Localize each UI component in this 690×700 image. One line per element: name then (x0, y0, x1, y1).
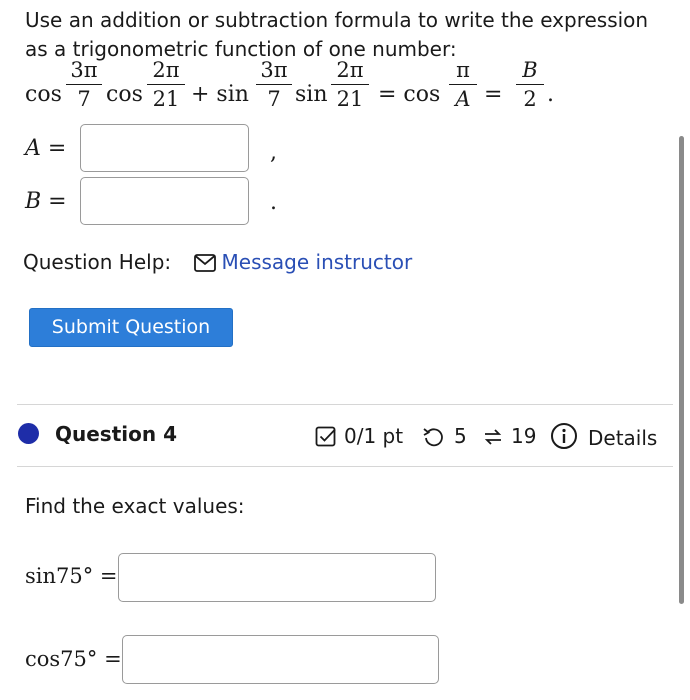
expr-equals: = (484, 82, 503, 107)
expr-fraction-6-num: B (522, 58, 538, 82)
submit-question-button[interactable]: Submit Question (29, 308, 233, 347)
question-4-prompt: Find the exact values: (25, 494, 245, 518)
expr-fraction-3-den: 7 (267, 87, 281, 111)
expr-fraction-4 (331, 58, 369, 111)
expr-fraction-5 (449, 58, 477, 111)
expr-fraction-1-num: 3π (70, 58, 98, 82)
expr-fraction-1 (66, 58, 102, 111)
a-separator: , (270, 140, 277, 165)
sin75-answer-input[interactable] (118, 553, 436, 602)
vertical-scrollbar[interactable] (679, 136, 684, 604)
mail-icon[interactable] (194, 254, 216, 272)
expr-cos-1: cos (25, 82, 62, 107)
a-label: A = (25, 136, 67, 161)
attempts-count: 19 (511, 424, 537, 448)
retries-count: 5 (454, 424, 467, 448)
expr-fraction-4-den: 21 (336, 87, 364, 111)
expr-fraction-1-den: 7 (77, 87, 91, 111)
expr-fraction-3-num: 3π (260, 58, 288, 82)
question-help (23, 250, 412, 274)
attempts-cycle-icon (481, 425, 505, 449)
cos75-label: cos75° = (25, 647, 122, 671)
expr-period: . (547, 82, 554, 107)
info-icon[interactable] (550, 422, 578, 450)
expr-plus-sin: + sin (191, 82, 249, 107)
expr-sin-2: sin (295, 82, 328, 107)
expr-fraction-2 (147, 58, 185, 111)
expr-fraction-5-num: π (456, 58, 470, 82)
expr-fraction-2-num: 2π (152, 58, 180, 82)
details-link[interactable]: Details (588, 426, 658, 450)
retry-icon (422, 426, 444, 448)
message-instructor-link[interactable]: Message instructor (221, 250, 413, 274)
expr-fraction-6 (516, 58, 544, 111)
sin75-label: sin75° = (25, 564, 118, 588)
expr-equals-cos: = cos (378, 82, 441, 107)
expr-fraction-3 (256, 58, 292, 111)
expr-cos-2: cos (106, 82, 143, 107)
expr-fraction-2-den: 21 (152, 87, 180, 111)
question-prompt: Use an addition or subtraction formula to write the expression as a trigonometric function of one number: (25, 8, 649, 61)
a-answer-input[interactable] (80, 124, 249, 172)
expr-fraction-5-den: A (455, 87, 471, 111)
cos75-answer-input[interactable] (122, 635, 439, 684)
question-help-label: Question Help: (23, 250, 172, 274)
divider-bottom (17, 466, 673, 467)
divider-top (17, 404, 673, 405)
b-answer-input[interactable] (80, 177, 249, 225)
expr-fraction-6-den: 2 (523, 87, 537, 111)
checkbox-check-icon (315, 426, 337, 448)
b-label: B = (25, 189, 67, 214)
score-text: 0/1 pt (344, 424, 404, 448)
b-separator: . (270, 190, 277, 215)
expr-fraction-4-num: 2π (336, 58, 364, 82)
question-4-title[interactable]: Question 4 (55, 422, 177, 446)
status-dot-icon (18, 423, 39, 444)
